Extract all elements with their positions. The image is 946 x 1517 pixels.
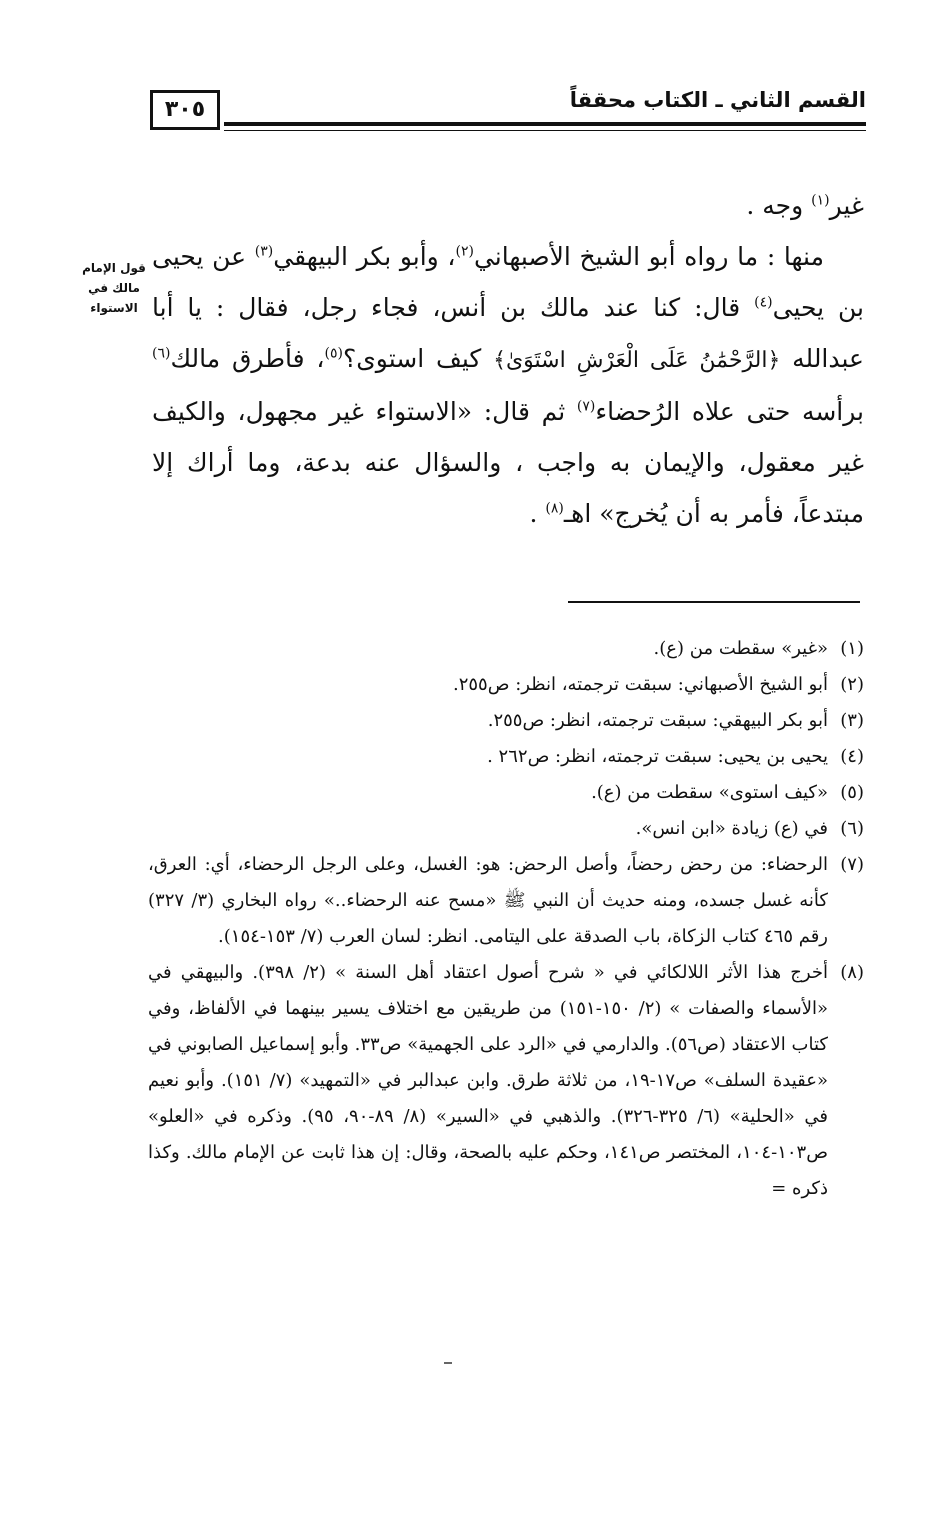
quran-verse: ﴿الرَّحْمَٰنُ عَلَى الْعَرْشِ اسْتَوَىٰ﴾ [493,348,781,373]
page-header [150,78,866,138]
text-span: منها : ما رواه أبو الشيخ الأصبهاني [473,242,824,271]
footnote-separator [568,601,860,603]
footnote-text: الرحضاء: من رحض رحضاً، وأصل الرحض: هو: الغسل، وعلى الرجل الرحضاء، أي: العرق، كأنه غسل جسده، ومنه حديث أن النبي ﷺ «مسح عنه الرحضاء..» رواه البخاري (٣/ ٣٢٧) رقم ٤٦٥ كتاب الزكاة، باب الصدقة على اليتامى. انظر: لسان العرب (٧/ ١٥٣-١٥٤). [148,854,828,947]
footnote-number: (٦) [840,818,864,839]
footnote-number: (٥) [840,782,864,803]
footnote-item [148,703,864,739]
margin-note [78,258,150,318]
text-span: كيف استوى؟ [342,344,494,373]
header-rule-thin [224,130,866,131]
footnote-number: (١) [840,638,864,659]
footnote-text: أبو بكر البيهقي: سبقت ترجمته، انظر: ص٢٥٥. [487,710,828,731]
text-span: وجه . [746,191,812,220]
main-text [152,180,864,539]
footnote-ref[interactable]: (٧) [576,398,596,415]
footnote-ref[interactable]: (٢) [455,243,474,260]
footnote-number: (٢) [840,674,864,695]
footnote-text: «كيف استوى» سقطت من (ع). [591,782,828,803]
text-span: قال: كنا عند مالك بن أنس، فجاء رجل، فقال : يا أبا عبدالله [152,293,864,373]
text-span: عن يحيى بن يحيى [152,242,864,322]
page-number: ٣٠٥ [150,90,220,130]
footnotes [148,631,864,1207]
footnote-number: (٤) [840,746,864,767]
footnote-text: «غير» سقطت من (ع). [653,638,828,659]
footnote-ref[interactable]: (٦) [152,345,171,362]
footnote-item [148,775,864,811]
footnote-text: أخرج هذا الأثر اللالكائي في « شرح أصول اعتقاد أهل السنة » (٢/ ٣٩٨). والبيهقي في «الأسماء والصفات » (٢/ ١٥٠-١٥١) من طريقين مع اختلاف يسير بينهما في الألفاظ، وفي كتاب الاعتقاد (ص٥٦). والدارمي في «الرد على الجهمية» ص٣٣. وأبو إسماعيل الصابوني في «عقيدة السلف» ص١٧-١٩، من ثلاثة طرق. وابن عبدالبر في «التمهيد» (٧/ ١٥١). وأبو نعيم في «الحلية» (٦/ ٣٢٥-٣٢٦). والذهبي في «السير» (٨/ ٨٩-٩٠، ٩٥). وذكره في «العلو» ص١٠٣-١٠٤، المختصر ص١٤١، وحكم عليه بالصحة، وقال: إن هذا ثابت عن الإمام مالك. وكذا ذكره = [148,962,829,1199]
footnote-text: في (ع) زيادة «ابن انس». [635,818,828,839]
text-span: برأسه حتى علاه الرُحضاء [595,397,864,426]
footnote-ref[interactable]: (١) [811,192,830,209]
footnote-item [148,631,864,667]
running-title: القسم الثاني ـ الكتاب محققاً [569,88,866,112]
footnote-item [148,811,864,847]
margin-note-line: الاستواء [90,301,138,315]
footnote-ref[interactable]: (٤) [754,294,773,311]
text-span: . [529,499,546,528]
paragraph-1 [152,180,864,231]
page-mark [444,1362,452,1364]
footnote-ref[interactable]: (٨) [545,500,564,517]
text-span: ، فأطرق مالك [170,344,325,373]
footnote-text: يحيى بن يحيى: سبقت ترجمته، انظر: ص٢٦٢ . [487,746,828,767]
footnote-number: (٨) [840,962,864,983]
footnote-ref[interactable]: (٣) [254,243,274,260]
text-span: ثم قال: «الاستواء غير مجهول، والكيف غير معقول، والإيمان به واجب ، والسؤال عنه بدعة، وما أراك إلا مبتدعاً، فأمر به أن يُخرج» اهـ [152,397,864,528]
footnote-ref[interactable]: (٥) [324,345,343,362]
footnote-item [148,847,864,955]
header-rule-thick [224,122,866,126]
margin-note-line: قول الإمام [82,261,146,275]
footnote-number: (٣) [840,710,864,731]
footnote-item [148,739,864,775]
paragraph-2 [152,231,864,539]
margin-note-line: مالك في [88,281,140,295]
footnote-item [148,955,864,1207]
footnote-text: أبو الشيخ الأصبهاني: سبقت ترجمته، انظر: ص٢٥٥. [452,674,828,695]
footnote-item [148,667,864,703]
footnote-number: (٧) [840,854,864,875]
text-span: ، وأبو بكر البيهقي [273,242,456,271]
text-span: غير [829,191,864,220]
